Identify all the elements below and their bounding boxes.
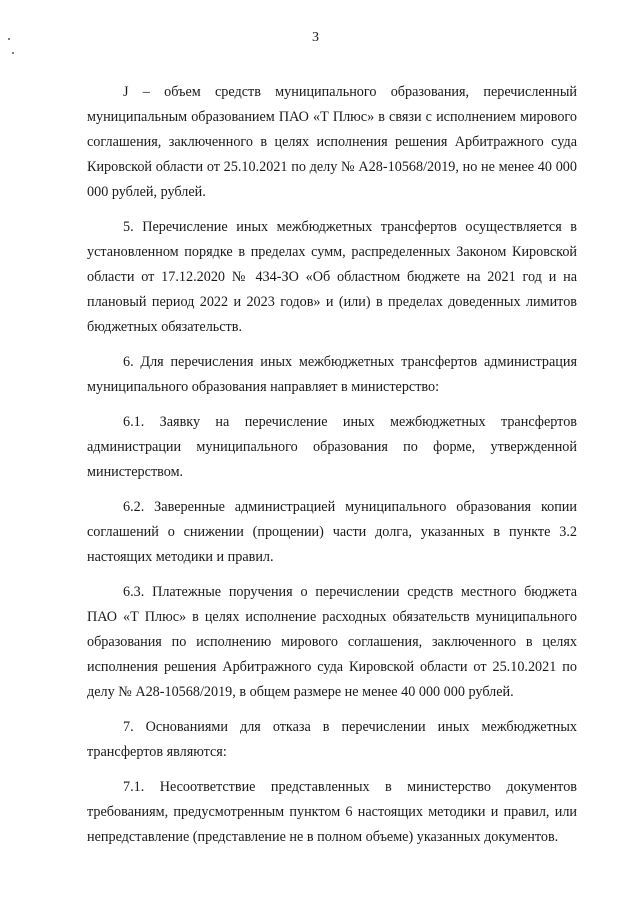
paragraph-7: 7. Основаниями для отказа в перечислении иных межбюджетных трансфертов являются: xyxy=(87,719,577,760)
paragraph-6-3: 6.3. Платежные поручения о перечислении средств местного бюджета ПАО «Т Плюс» в целях исполнение расходных обязательств муниципального образования по исполнению мирового соглашения, заключенного в целях исполнения решения Арбитражного суда Кировской области от 25.10.2021 по делу № А28-10568/2019, в общем размере не менее 40 000 000 рублей. xyxy=(87,584,577,700)
paragraph-7-1: 7.1. Несоответствие представленных в министерство документов требованиям, предусмотренным пунктом 6 настоящих методики и правил, или непредставление (представление не в полном объеме) указанных документов. xyxy=(87,779,577,845)
paragraph-6-1: 6.1. Заявку на перечисление иных межбюджетных трансфертов администрации муниципального образования по форме, утвержденной министерством. xyxy=(87,414,577,480)
paragraph-6: 6. Для перечисления иных межбюджетных трансфертов администрация муниципального образования направляет в министерство: xyxy=(87,354,577,395)
paragraph-5: 5. Перечисление иных межбюджетных трансфертов осуществляется в установленном порядке в пределах сумм, распределенных Законом Кировской области от 17.12.2020 № 434-ЗО «Об областном бюджете на 2021 год и на плановый период 2022 и 2023 годов» и (или) в пределах доведенных лимитов бюджетных обязательств. xyxy=(87,219,577,335)
scan-speck xyxy=(12,52,14,54)
page-number: 3 xyxy=(312,30,319,45)
paragraph-6-2: 6.2. Заверенные администрацией муниципального образования копии соглашений о снижении (прощении) части долга, указанных в пункте 3.2 настоящих методики и правил. xyxy=(87,499,577,565)
paragraph-j-definition: J – объем средств муниципального образования, перечисленный муниципальным образованием ПАО «Т Плюс» в связи с исполнением мирового соглашения, заключенного в целях исполнения решения Арбитражного суда Кировской области от 25.10.2021 по делу № А28-10568/2019, но не менее 40 000 000 рублей, рублей. xyxy=(87,84,577,200)
document-body xyxy=(87,80,577,860)
